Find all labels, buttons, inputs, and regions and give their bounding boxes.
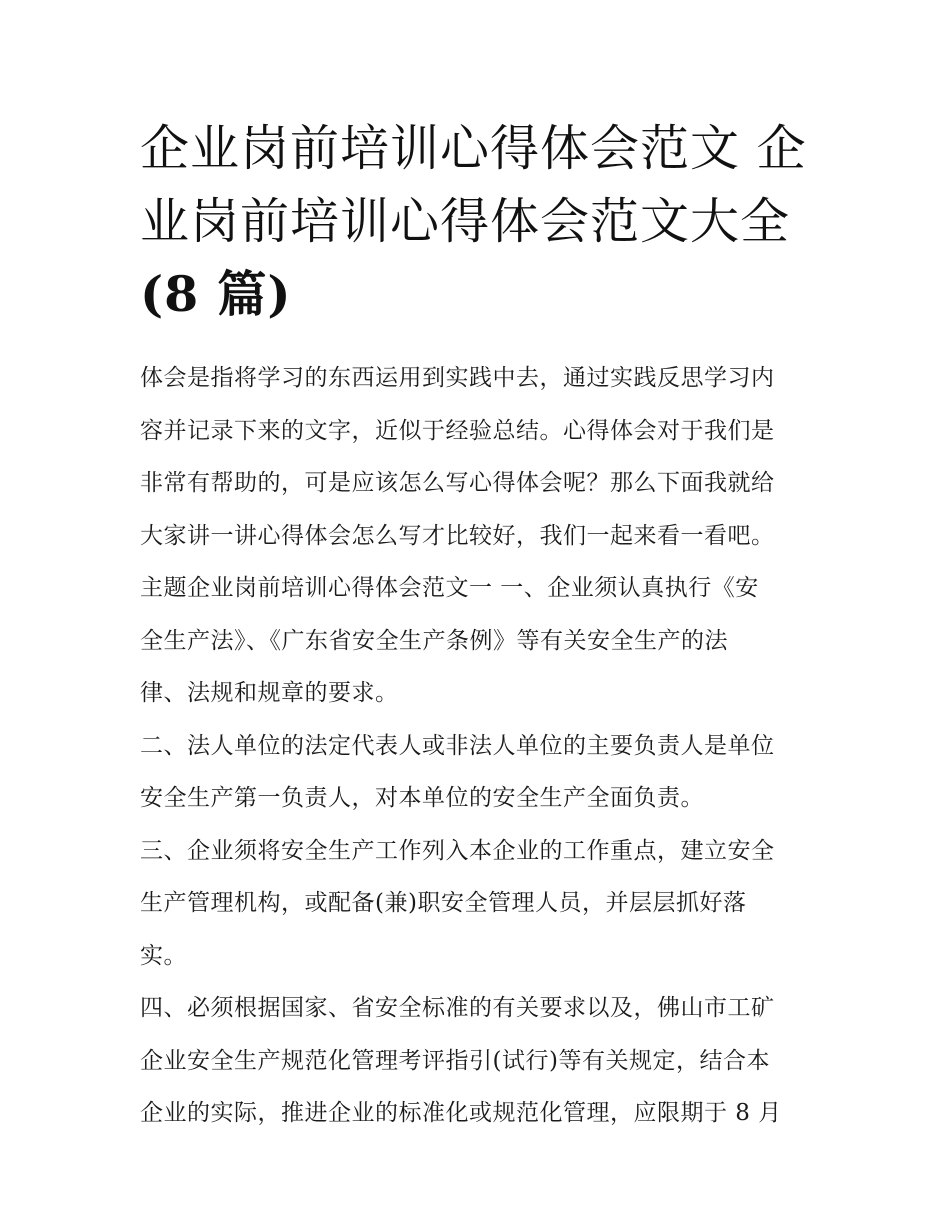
title-line-1: 企业岗前培训心得体会范文 企 [140, 120, 807, 177]
document-body [140, 352, 830, 1140]
title-line-3: (8 篇) [140, 265, 292, 323]
body-line: 三、企业须将安全生产工作列入本企业的工作重点，建立安全 [140, 837, 775, 864]
body-line: 容并记录下来的文字，近似于经验总结。心得体会对于我们是 [140, 417, 775, 444]
body-line: 安全生产第一负责人，对本单位的安全生产全面负责。 [140, 785, 704, 811]
body-line: 主题企业岗前培训心得体会范文一 一、企业须认真执行《安 [140, 575, 759, 601]
body-line: 实。 [140, 942, 187, 969]
body-line: 律、法规和规章的要求。 [140, 680, 399, 706]
body-line: 体会是指将学习的东西运用到实践中去，通过实践反思学习内 [140, 365, 775, 391]
body-line: 生产管理机构，或配备(兼)职安全管理人员，并层层抓好落 [140, 890, 747, 916]
body-line: 大家讲一讲心得体会怎么写才比较好，我们一起来看一看吧。 [140, 522, 775, 549]
title-line-2: 业岗前培训心得体会范文大全 [140, 193, 791, 250]
body-line: 企业的实际，推进企业的标准化或规范化管理，应限期于 8 月 [140, 1100, 782, 1126]
body-line: 四、必须根据国家、省安全标准的有关要求以及，佛山市工矿 [140, 995, 775, 1021]
body-line: 二、法人单位的法定代表人或非法人单位的主要负责人是单位 [140, 732, 775, 759]
document-title [140, 112, 820, 331]
body-line: 非常有帮助的，可是应该怎么写心得体会呢？那么下面我就给 [140, 470, 775, 496]
body-line: 全生产法》、《广东省安全生产条例》等有关安全生产的法 [140, 627, 728, 654]
body-line: 企业安全生产规范化管理考评指引(试行)等有关规定，结合本 [140, 1047, 770, 1074]
